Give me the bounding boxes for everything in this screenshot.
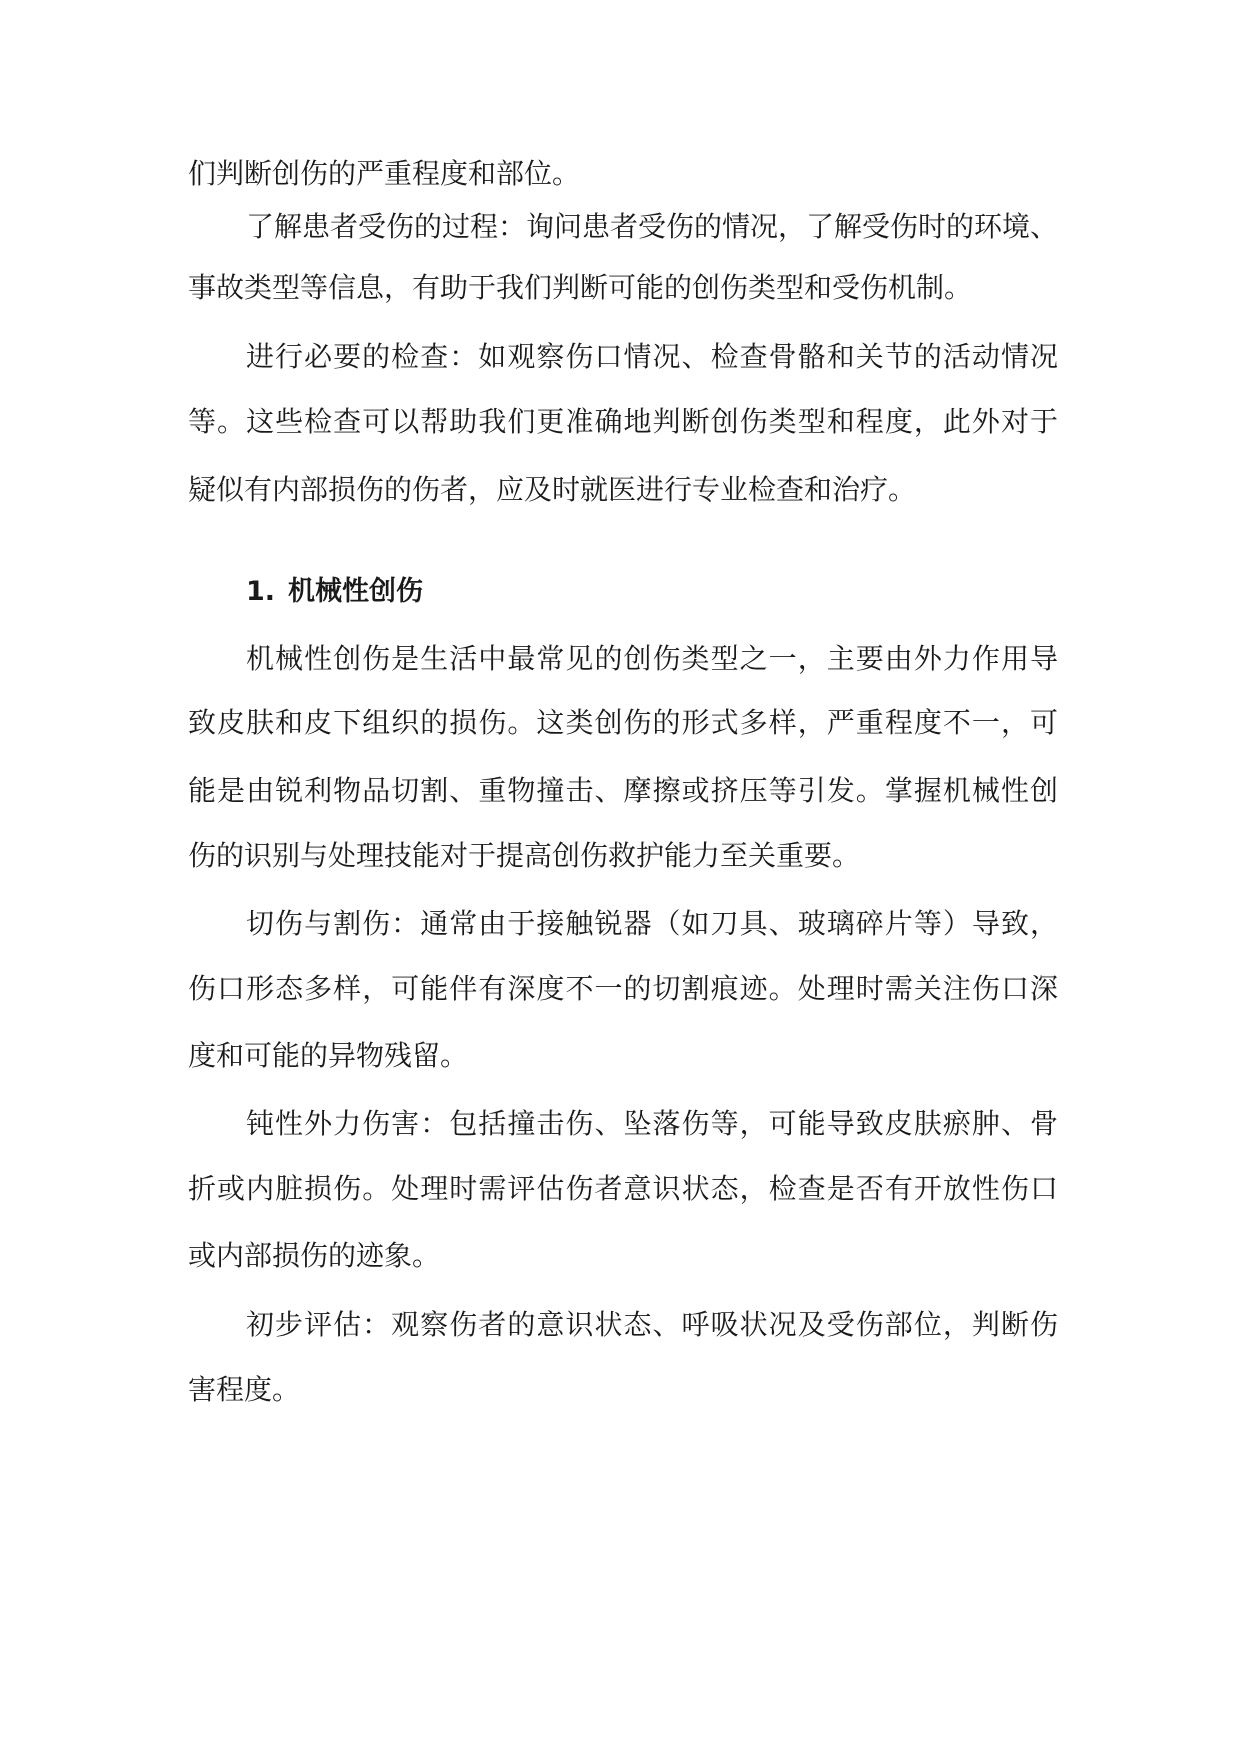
paragraph-line: 能是由锐利物品切割、重物撞击、摩擦或挤压等引发。掌握机械性创 (188, 774, 1058, 807)
section-heading (246, 572, 1058, 612)
paragraph-line: 或内部损伤的迹象。 (188, 1239, 441, 1272)
paragraph-line: 等。这些检查可以帮助我们更准确地判断创伤类型和程度，此外对于 (188, 405, 1058, 438)
paragraph-line: 伤的识别与处理技能对于提高创伤救护能力至关重要。 (188, 839, 861, 872)
paragraph-line: 疑似有内部损伤的伤者，应及时就医进行专业检查和治疗。 (188, 473, 917, 506)
paragraph-line: 伤口形态多样，可能伴有深度不一的切割痕迹。处理时需关注伤口深 (188, 972, 1058, 1005)
section-number: 1. (246, 576, 276, 607)
paragraph-line: 事故类型等信息，有助于我们判断可能的创伤类型和受伤机制。 (188, 271, 973, 304)
paragraph-line: 度和可能的异物残留。 (188, 1039, 469, 1072)
paragraph-line: 致皮肤和皮下组织的损伤。这类创伤的形式多样，严重程度不一，可 (188, 706, 1058, 739)
paragraph-line: 切伤与割伤：通常由于接触锐器（如刀具、玻璃碎片等）导致， (246, 907, 1058, 940)
paragraph-line: 折或内脏损伤。处理时需评估伤者意识状态，检查是否有开放性伤口 (188, 1172, 1058, 1205)
paragraph-line: 进行必要的检查：如观察伤口情况、检查骨骼和关节的活动情况 (246, 340, 1058, 373)
paragraph-line: 害程度。 (188, 1373, 301, 1406)
paragraph-line: 钝性外力伤害：包括撞击伤、坠落伤等，可能导致皮肤瘀肿、骨 (246, 1107, 1058, 1140)
paragraph-line: 初步评估：观察伤者的意识状态、呼吸状况及受伤部位，判断伤 (246, 1308, 1058, 1341)
section-title: 机械性创伤 (288, 576, 423, 607)
paragraph-line: 了解患者受伤的过程：询问患者受伤的情况，了解受伤时的环境、 (246, 210, 1059, 243)
paragraph-line: 机械性创伤是生活中最常见的创伤类型之一，主要由外力作用导 (246, 642, 1058, 675)
paragraph-line: 们判断创伤的严重程度和部位。 (188, 157, 581, 190)
